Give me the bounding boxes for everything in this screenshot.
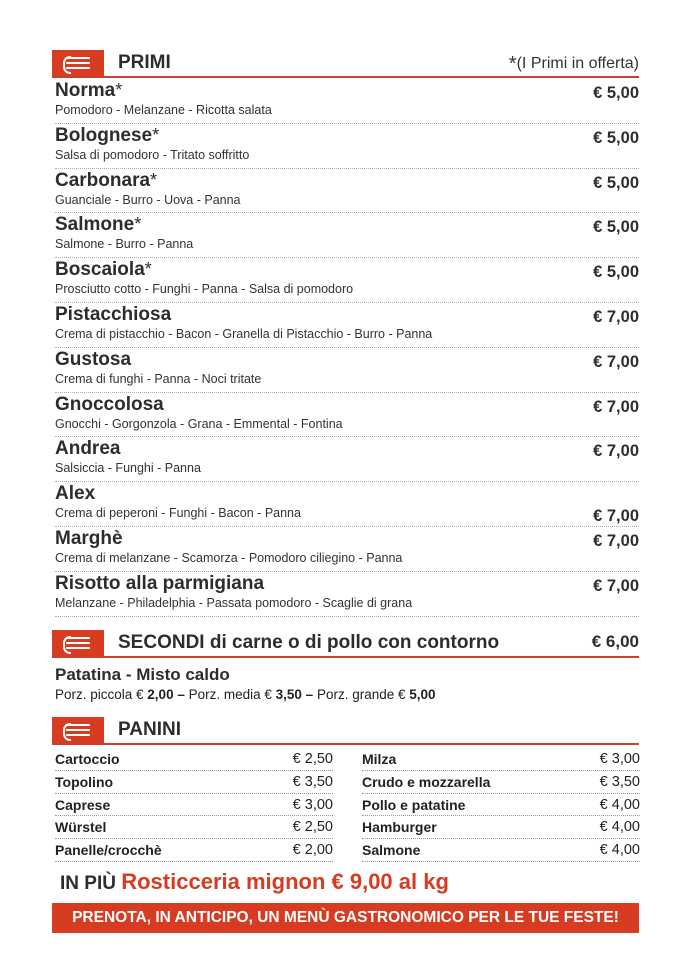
secondi-price: € 6,00 (591, 632, 639, 651)
dish-item: Pistacchiosa Crema di pistacchio - Bacon - Granella di Pistacchio - Burro - Panna € 7,00 (55, 303, 639, 348)
dish-item: Andrea Salsiccia - Funghi - Panna € 7,00 (55, 437, 639, 482)
dish-item: Norma* Pomodoro - Melanzane - Ricotta salata € 5,00 (55, 79, 639, 124)
dish-item: Gnoccolosa Gnocchi - Gorgonzola - Grana - Emmental - Fontina € 7,00 (55, 393, 639, 438)
dish-item: Bolognese* Salsa di pomodoro - Tritato soffritto € 5,00 (55, 124, 639, 169)
list-item: Topolino € 3,50 (55, 771, 333, 794)
dish-item: Boscaiola* Prosciutto cotto - Funghi - Panna - Salsa di pomodoro € 5,00 (55, 258, 639, 303)
primi-title: PRIMI (118, 52, 171, 73)
panini-left-column (55, 748, 333, 862)
rosticceria-promo: IN PIÙ Rosticceria mignon € 9,00 al kg (60, 869, 449, 894)
list-item: Panelle/crocchè € 2,00 (55, 839, 333, 862)
panini-section-header (52, 717, 639, 745)
booking-banner: PRENOTA, IN ANTICIPO, UN MENÙ GASTRONOMICO PER LE TUE FESTE! (52, 903, 639, 933)
dish-item: Carbonara* Guanciale - Burro - Uova - Panna € 5,00 (55, 169, 639, 214)
fork-icon (52, 630, 104, 656)
panini-right-column (362, 748, 640, 862)
primi-section-header (52, 50, 639, 78)
dish-item: Gustosa Crema di funghi - Panna - Noci tritate € 7,00 (55, 348, 639, 393)
list-item: Hamburger € 4,00 (362, 816, 640, 839)
fork-icon (52, 50, 104, 76)
fork-icon (52, 717, 104, 743)
list-item: Cartoccio € 2,50 (55, 748, 333, 771)
dish-item: Alex Crema di peperoni - Funghi - Bacon - Panna € 7,00 (55, 483, 639, 526)
patatina-block (55, 665, 639, 702)
dish-item: Salmone* Salmone - Burro - Panna € 5,00 (55, 213, 639, 258)
list-item: Crudo e mozzarella € 3,50 (362, 771, 640, 794)
primi-list (55, 79, 639, 617)
patatina-portions: Porz. piccola € 2,00 – Porz. media € 3,50 – Porz. grande € 5,00 (55, 687, 436, 702)
secondi-title: SECONDI di carne o di pollo con contorno (118, 632, 500, 653)
list-item: Salmone € 4,00 (362, 839, 640, 862)
panini-title: PANINI (118, 719, 181, 740)
list-item: Pollo e patatine € 4,00 (362, 794, 640, 817)
list-item: Milza € 3,00 (362, 748, 640, 771)
list-item: Caprese € 3,00 (55, 794, 333, 817)
primi-offer-note: *(I Primi in offerta) (508, 53, 639, 75)
dish-item: Risotto alla parmigiana Melanzane - Philadelphia - Passata pomodoro - Scaglie di grana € 7,00 (55, 572, 639, 617)
secondi-section-header (52, 630, 639, 658)
list-item: Würstel € 2,50 (55, 816, 333, 839)
dish-item: Marghè Crema di melanzane - Scamorza - Pomodoro ciliegino - Panna € 7,00 (55, 527, 639, 572)
patatina-name: Patatina - Misto caldo (55, 665, 230, 684)
